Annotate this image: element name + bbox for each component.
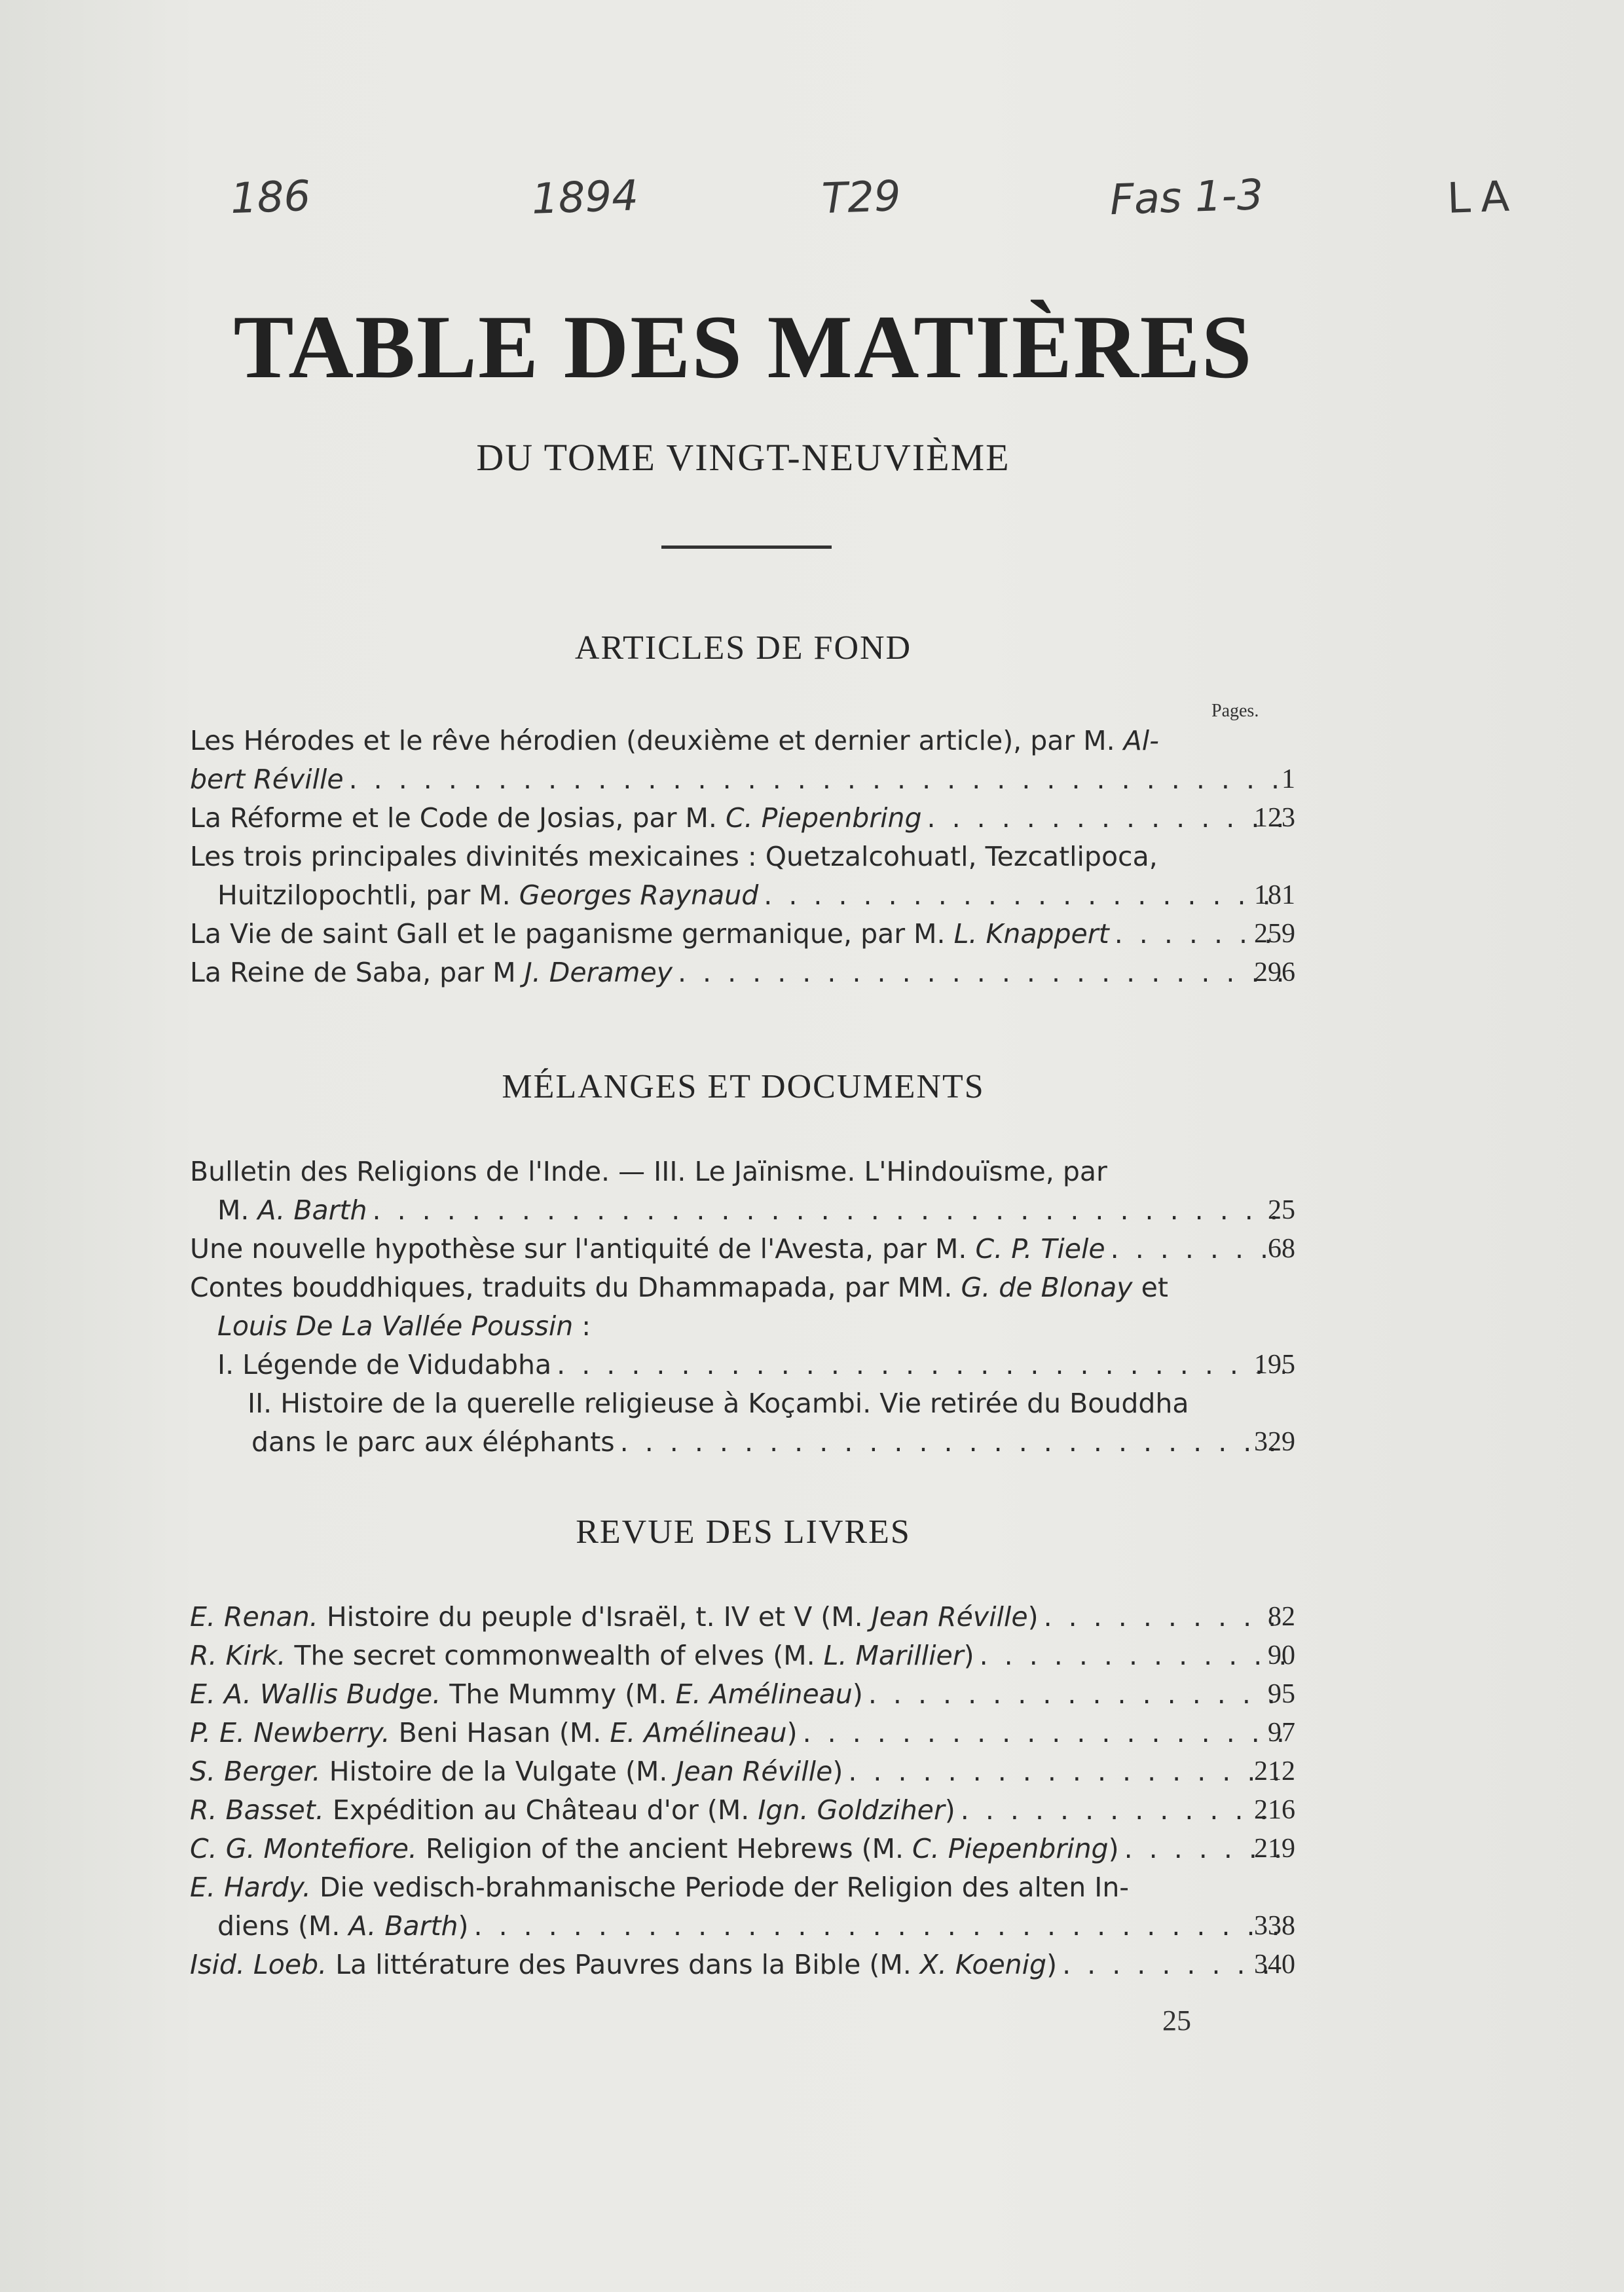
toc-entry[interactable] [190,1346,1295,1384]
entry-page: 212 [1254,1756,1295,1786]
handwritten-note-4: Fas 1-3 [1109,170,1264,225]
entry-page: 181 [1254,880,1295,910]
entry-page: 195 [1254,1350,1295,1380]
entry-page: 68 [1268,1234,1295,1264]
entry-text: Bulletin des Religions de l'Inde. — III. Le Jaïnisme. L'Hindouïsme, par [190,1156,1107,1187]
entry-reviewer: Ign. Goldziher [758,1794,945,1826]
page-subtitle: DU TOME VINGT-NEUVIÈME [476,436,1010,479]
entry-text: ) [1108,1833,1119,1864]
entry-text: Histoire du peuple d'Israël, t. IV et V (M. [318,1601,872,1633]
title-divider [661,545,832,549]
toc-entry[interactable] [190,1868,1295,1946]
entry-author: R. Kirk. [190,1640,286,1671]
entry-text: The Mummy (M. [441,1678,676,1710]
entry-author: Louis De La Vallée Poussin [217,1310,574,1342]
pages-column-label: Pages. [1211,701,1259,721]
entry-reviewer: Jean Réville [676,1756,833,1787]
entry-text: La Vie de saint Gall et le paganisme germanique, par M. [190,918,954,950]
entry-text: Une nouvelle hypothèse sur l'antiquité de l'Avesta, par M. [190,1233,976,1265]
entry-text: La littérature des Pauvres dans la Bible (M. [327,1949,920,1980]
entry-page: 82 [1268,1602,1295,1632]
entry-text: ) [1027,1601,1039,1633]
entry-text: ) [944,1794,955,1826]
toc-entry[interactable] [190,953,1295,992]
toc-entry[interactable] [190,1946,1295,1984]
entry-reviewer: E. Amélineau [675,1678,853,1710]
section-heading-melanges: MÉLANGES ET DOCUMENTS [502,1068,985,1105]
entry-text: La Réforme et le Code de Josias, par M. [190,802,726,834]
bleed-through-text [98,39,1539,118]
entry-reviewer: Jean Réville [871,1601,1028,1633]
entry-page: 90 [1268,1640,1295,1671]
toc-entry[interactable] [190,1153,1295,1230]
entry-text: ) [1046,1949,1058,1980]
page-folio: 25 [1162,2005,1191,2037]
toc-entry[interactable] [190,1714,1295,1752]
entry-text: Contes bouddhiques, traduits du Dhammapada, par MM. [190,1272,961,1303]
articles-list [190,722,1295,992]
toc-entry[interactable] [190,1598,1295,1636]
entry-author: Georges Raynaud [519,879,759,911]
handwritten-note-1: 186 [229,172,312,224]
toc-entry[interactable] [190,915,1295,953]
toc-entry[interactable] [190,799,1295,838]
entry-author: C. G. Montefiore. [190,1833,417,1864]
entry-page: 338 [1254,1911,1295,1941]
entry-page: 259 [1254,919,1295,949]
entry-author: E. Renan. [190,1601,318,1633]
entry-text: ) [832,1756,843,1787]
toc-entry[interactable] [190,1752,1295,1791]
entry-author: G. de Blonay [961,1272,1133,1303]
handwritten-note-5: LA [1446,172,1520,223]
entry-text: M. [217,1194,258,1226]
entry-page: 216 [1254,1795,1295,1825]
entry-author: J. Deramey [524,957,673,988]
entry-author: E. Hardy. [190,1872,311,1903]
toc-entry[interactable] [190,1791,1295,1830]
entry-reviewer: E. Amélineau [610,1717,787,1748]
entry-page: 25 [1268,1195,1295,1225]
entry-author: bert Réville [190,764,344,795]
entry-author: Isid. Loeb. [190,1949,327,1980]
entry-text: I. Légende de Vidudabha [217,1349,552,1380]
toc-entry[interactable] [190,1675,1295,1714]
entry-text: Histoire de la Vulgate (M. [320,1756,676,1787]
entry-text: II. Histoire de la querelle religieuse à Koçambi. Vie retirée du Bouddha [248,1388,1189,1419]
entry-text: diens (M. [217,1910,349,1942]
entry-page: 329 [1254,1427,1295,1457]
entry-text: La Reine de Saba, par M [190,957,525,988]
entry-author: C. P. Tiele [975,1233,1105,1265]
revue-list [190,1598,1295,1984]
entry-text: Religion of the ancient Hebrews (M. [416,1833,913,1864]
entry-text: Les Hérodes et le rêve hérodien (deuxième et dernier article), par M. [190,725,1124,756]
toc-entry[interactable] [190,1268,1290,1346]
entry-author: C. Piepenbring [725,802,922,834]
entry-reviewer: X. Koenig [919,1949,1047,1980]
handwritten-note-2: 1894 [530,172,640,224]
entry-author: R. Basset. [190,1794,324,1826]
entry-page: 1 [1282,764,1295,794]
entry-text: et [1132,1272,1168,1303]
entry-author: L. Knappert [953,918,1109,950]
entry-author: A. Barth [257,1194,367,1226]
entry-text: Expédition au Château d'or (M. [323,1794,758,1826]
entry-text: Beni Hasan (M. [390,1717,610,1748]
entry-reviewer: A. Barth [348,1910,458,1942]
entry-page: 123 [1254,803,1295,833]
entry-text: The secret commonwealth of elves (M. [286,1640,824,1671]
entry-page: 97 [1268,1718,1295,1748]
entry-text: ) [963,1640,974,1671]
entry-reviewer: L. Marillier [823,1640,964,1671]
toc-entry[interactable] [190,1636,1295,1675]
entry-page: 95 [1268,1679,1295,1709]
entry-reviewer: C. Piepenbring [912,1833,1109,1864]
entry-text: dans le parc aux éléphants [251,1426,615,1458]
entry-text: Les trois principales divinités mexicaines : Quetzalcohuatl, Tezcatlipoca, [190,841,1158,872]
toc-entry[interactable] [190,1384,1295,1462]
page-title: TABLE DES MATIÈRES [233,297,1253,397]
entry-page: 340 [1254,1950,1295,1980]
toc-entry[interactable] [190,1830,1295,1868]
toc-entry[interactable] [190,1230,1295,1268]
entry-text: Huitzilopochtli, par M. [217,879,519,911]
entry-text: ) [786,1717,798,1748]
entry-page: 296 [1254,957,1295,988]
entry-author: S. Berger. [190,1756,321,1787]
melanges-list [190,1153,1295,1462]
entry-author: E. A. Wallis Budge. [190,1678,441,1710]
section-heading-articles: ARTICLES DE FOND [574,629,912,667]
entry-author: Al- [1123,725,1159,756]
entry-text: ) [458,1910,469,1942]
entry-page: 219 [1254,1834,1295,1864]
entry-text: ) [852,1678,863,1710]
toc-entry[interactable] [190,722,1295,799]
entry-author: P. E. Newberry. [190,1717,390,1748]
toc-entry[interactable] [190,838,1295,915]
entry-text: : [573,1310,591,1342]
section-heading-revue: REVUE DES LIVRES [576,1513,911,1551]
entry-text: Die vedisch-brahmanische Periode der Religion des alten In- [310,1872,1130,1903]
handwritten-note-3: T29 [821,172,902,224]
